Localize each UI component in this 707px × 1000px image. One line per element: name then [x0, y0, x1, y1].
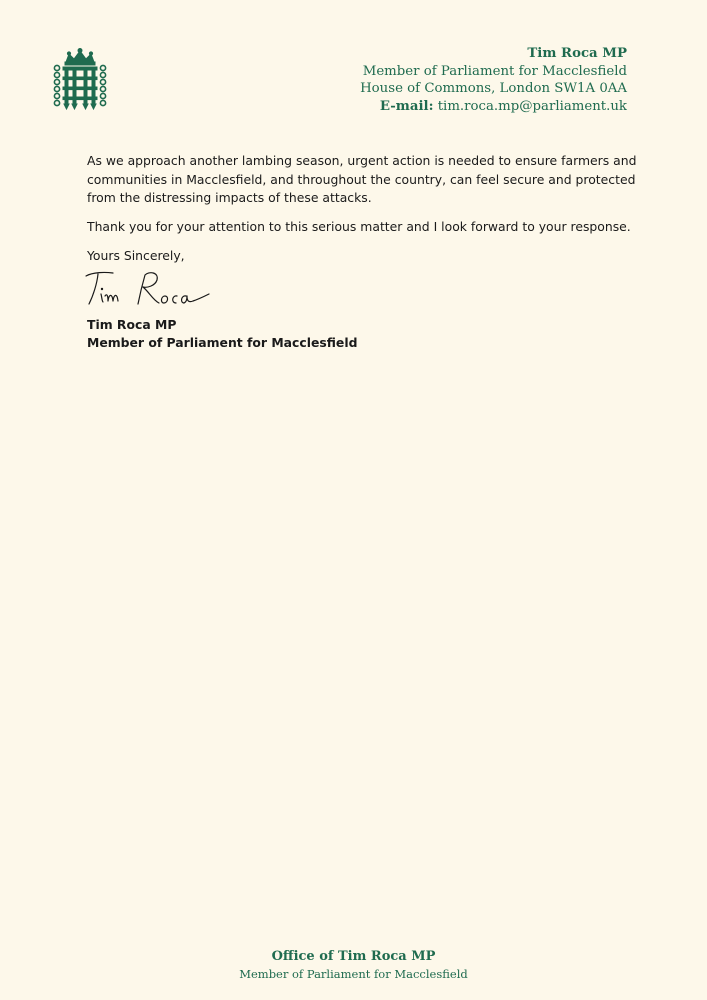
mp-email-line	[360, 98, 627, 116]
footer	[0, 948, 707, 982]
mp-role: Member of Parliament for Macclesfield	[362, 63, 627, 79]
footer-role: Member of Parliament for Macclesfield	[239, 967, 468, 981]
letter-body	[87, 152, 637, 276]
email-address[interactable]: tim.roca.mp@parliament.uk	[437, 98, 627, 114]
paragraph: Thank you for your attention to this serious matter and I look forward to your response.	[87, 219, 631, 235]
signoff-name: Tim Roca MP	[87, 317, 177, 332]
paragraph: As we approach another lambing season, urgent action is needed to ensure farmers and communities in Macclesfield, and throughout the country, can feel secure and protected from the distressing impacts of these attacks.	[87, 153, 637, 206]
portcullis-icon	[53, 48, 107, 110]
footer-office: Office of Tim Roca MP	[271, 949, 436, 964]
email-label: E-mail:	[379, 98, 434, 114]
letterhead	[360, 45, 627, 115]
mp-address: House of Commons, London SW1A 0AA	[360, 81, 627, 97]
signoff	[87, 316, 357, 352]
closing: Yours Sincerely,	[87, 247, 185, 263]
mp-name: Tim Roca MP	[527, 46, 627, 61]
signoff-role: Member of Parliament for Macclesfield	[87, 335, 358, 350]
signature	[83, 266, 213, 310]
